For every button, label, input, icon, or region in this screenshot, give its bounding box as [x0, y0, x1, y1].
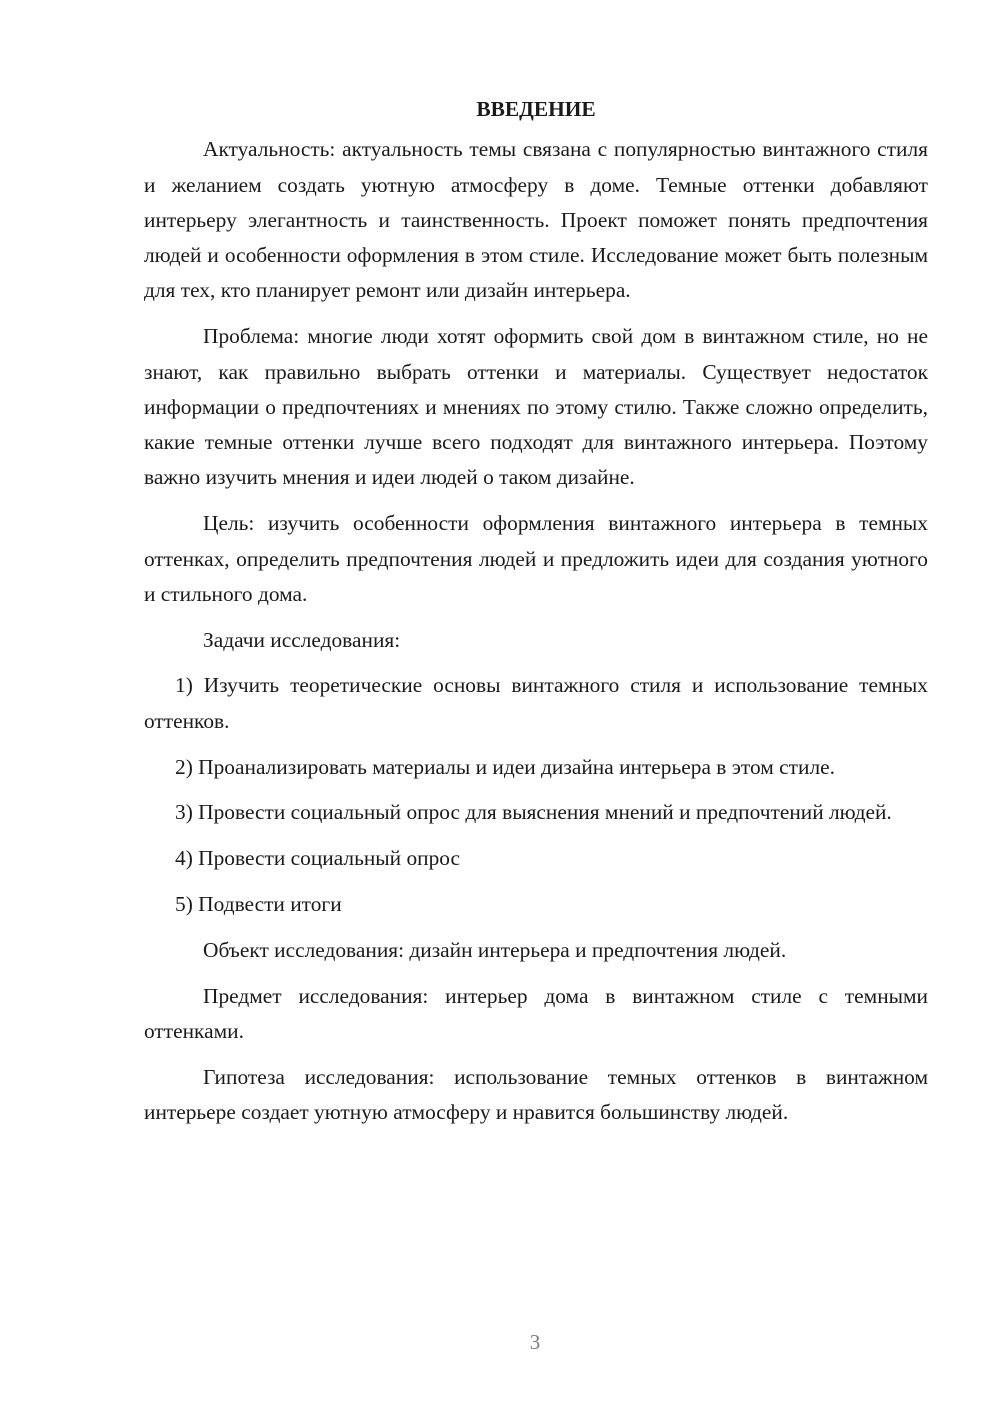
tasks-heading: Задачи исследования: [203, 627, 401, 652]
paragraph-hypothesis: Гипотеза исследования: использование темных оттенков в винтажном интерьере создает уютную атмосферу и нравится большинству людей. [144, 1064, 928, 1124]
page-number: 3 [529, 1330, 541, 1354]
section-title: ВВЕДЕНИЕ [476, 97, 596, 121]
task-item-5: 5) Подвести итоги [175, 891, 342, 916]
paragraph-goal: Цель: изучить особенности оформления винтажного интерьера в темных оттенках, определить предпочтения людей и предложить идеи для создания уютного и стильного дома. [144, 511, 928, 606]
task-item-3: 3) Провести социальный опрос для выяснения мнений и предпочтений людей. [175, 800, 892, 825]
paragraph-problem: Проблема: многие люди хотят оформить свой дом в винтажном стиле, но не знают, как правильно выбрать оттенки и материалы. Существует недостаток информации о предпочтениях и мнениях по этому стилю. Также сложно определить, какие темные оттенки лучше всего подходят для винтажного интерьера. Поэтому важно изучить мнения и идеи людей о таком дизайне. [144, 324, 928, 490]
paragraph-relevance: Актуальность: актуальность темы связана с популярностью винтажного стиля и желанием создать уютную атмосферу в доме. Темные оттенки добавляют интерьеру элегантность и таинственность. Проект поможет понять предпочтения людей и особенности оформления в этом стиле. Исследование может быть полезным для тех, кто планирует ремонт или дизайн интерьера. [144, 137, 928, 303]
paragraph-object: Объект исследования: дизайн интерьера и предпочтения людей. [203, 937, 787, 962]
page-content [144, 92, 928, 1141]
paragraph-subject: Предмет исследования: интерьер дома в винтажном стиле с темными оттенками. [144, 983, 928, 1043]
task-item-2: 2) Проанализировать материалы и идеи дизайна интерьера в этом стиле. [175, 754, 835, 779]
task-item-4: 4) Провести социальный опрос [175, 846, 461, 871]
task-item-1: 1) Изучить теоретические основы винтажного стиля и использование темных оттенков. [144, 673, 928, 733]
